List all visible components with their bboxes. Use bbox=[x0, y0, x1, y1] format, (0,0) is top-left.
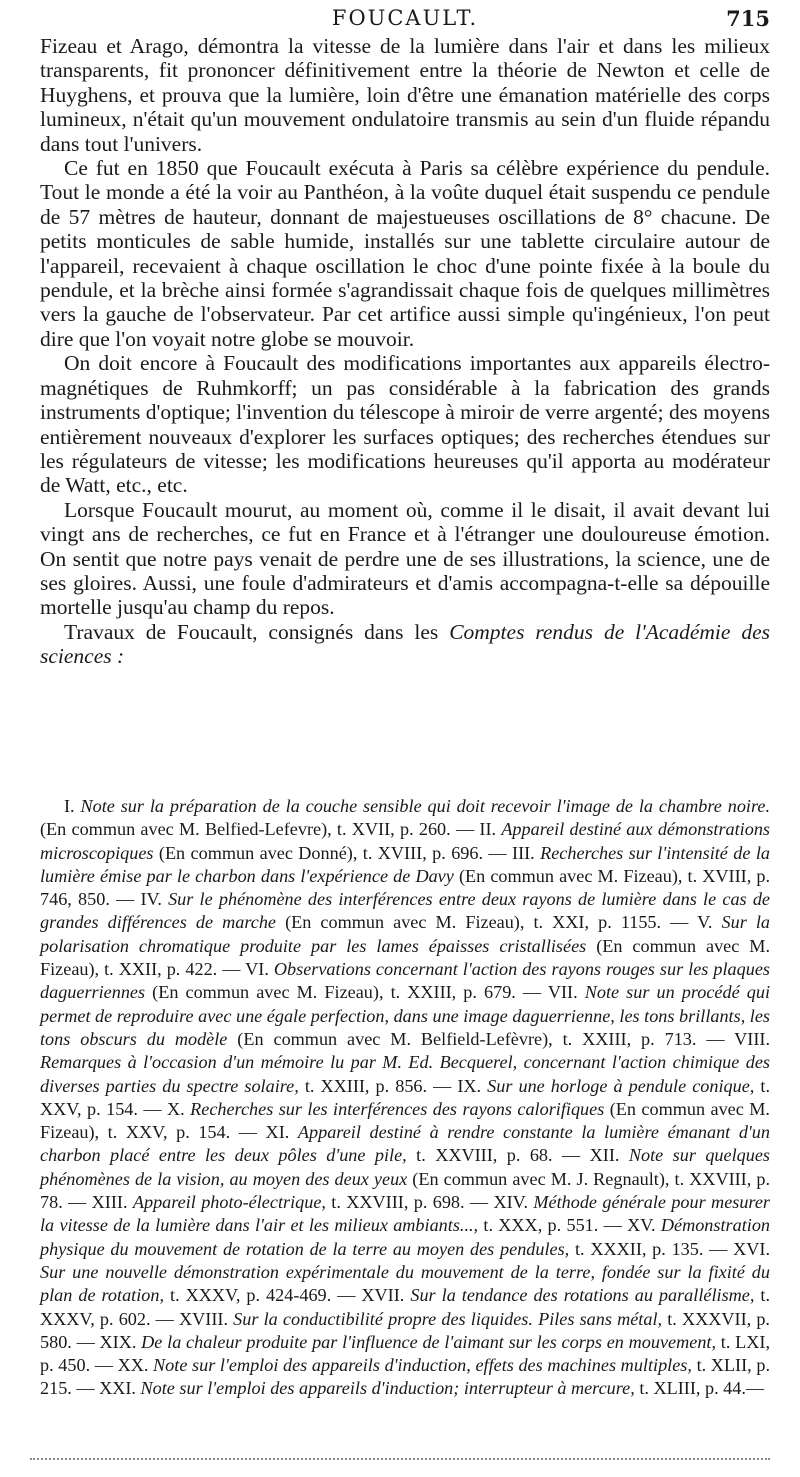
paragraph-pendulum: Ce fut en 1850 que Foucault exécuta à Paris sa célèbre expérience du pendule. Tout le monde a été la voir au Panthéon, à la voûte duquel était suspendu ce pendule de 57 mètres de hauteur, donnant de majestueuses oscillations de 8° chacune. De petits monticules de sable humide, installés sur une tablette circulaire autour de l'appareil, recevaient à chaque oscillation le choc d'une pointe fixée à la boule du pendule, et la brèche ainsi formée s'agrandissait chaque fois de quelques millimètres vers la gauche de l'observateur. Par cet artifice aussi simple qu'ingénieux, l'on peut dire que l'on voyait notre globe se mouvoir. bbox=[40, 156, 770, 351]
page-number: 715 bbox=[726, 6, 770, 31]
works-list bbox=[40, 795, 770, 1401]
main-text bbox=[40, 34, 770, 669]
paragraph-fizeau-arago: Fizeau et Arago, démontra la vitesse de la lumière dans l'air et dans les milieux transparents, fit prononcer définitivement entre la théorie de Newton et celle de Huyghens, et prouva que la lumière, loin d'être une émanation matérielle des corps lumineux, n'était qu'un mouvement ondulatoire transmis au sein d'un fluide répandu dans tout l'univers. bbox=[40, 34, 770, 156]
bottom-dotted-rule bbox=[30, 1458, 770, 1460]
works-list-paragraph: I. Note sur la préparation de la couche sensible qui doit recevoir l'image de la chambre noire. (En commun avec M. Belfied-Lefevre), t. XVII, p. 260. — II. Appareil destiné aux démonstrations microscopiques (En commun avec Donné), t. XVIII, p. 696. — III. Recherches sur l'intensité de la lumière émise par le charbon dans l'expérience de Davy (En commun avec M. Fizeau), t. XVIII, p. 746, 850. — IV. Sur le phénomène des interférences entre deux rayons de lumière dans le cas de grandes différences de marche (En commun avec M. Fizeau), t. XXI, p. 1155. — V. Sur la polarisation chromatique produite par les lames épaisses cristallisées (En commun avec M. Fizeau), t. XXII, p. 422. — VI. Observations concernant l'action des rayons rouges sur les plaques daguerriennes (En commun avec M. Fizeau), t. XXIII, p. 679. — VII. Note sur un procédé qui permet de reproduire avec une égale perfection, dans une image daguerrienne, les tons brillants, les tons obscurs du modèle (En commun avec M. Belfield-Lefèvre), t. XXIII, p. 713. — VIII. Remarques à l'occasion d'un mémoire lu par M. Ed. Becquerel, concernant l'action chimique des diverses parties du spectre solaire, t. XXIII, p. 856. — IX. Sur une horloge à pendule conique, t. XXV, p. 154. — X. Recherches sur les interférences des rayons calorifiques (En commun avec M. Fizeau), t. XXV, p. 154. — XI. Appareil destiné à rendre constante la lumière émanant d'un charbon placé entre les deux pôles d'une pile, t. XXVIII, p. 68. — XII. Note sur quelques phénomènes de la vision, au moyen des deux yeux (En commun avec M. J. Regnault), t. XXVIII, p. 78. — XIII. Appareil photo-électrique, t. XXVIII, p. 698. — XIV. Méthode générale pour mesurer la vitesse de la lumière dans l'air et les milieux ambiants..., t. XXX, p. 551. — XV. Démonstration physique du mouvement de rotation de la terre au moyen des pendules, t. XXXII, p. 135. — XVI. Sur une nouvelle démonstration expérimentale du mouvement de la terre, fondée sur la fixité du plan de rotation, t. XXXV, p. 424-469. — XVII. Sur la tendance des rotations au parallélisme, t. XXXV, p. 602. — XVIII. Sur la conductibilité propre des liquides. Piles sans métal, t. XXXVII, p. 580. — XIX. De la chaleur produite par l'influence de l'aimant sur les corps en mouvement, t. LXI, p. 450. — XX. Note sur l'emploi des appareils d'induction, effets des machines multiples, t. XLII, p. 215. — XXI. Note sur l'emploi des appareils d'induction; interrupteur à mercure, t. XLIII, p. 44.— bbox=[40, 796, 771, 1399]
paragraph-death: Lorsque Foucault mourut, au moment où, comme il le disait, il avait devant lui vingt ans de recherches, ce fut en France et à l'étranger une douloureuse émotion. On sentit que notre pays venait de perdre une de ses illustrations, la science, une de ses gloires. Aussi, une foule d'admirateurs et d'amis accompagna-t-elle sa dépouille mortelle jusqu'au champ du repos. bbox=[40, 497, 770, 620]
paragraph-other-works: On doit encore à Foucault des modifications importantes aux appareils électro-magnétiques de Ruhmkorff; un pas considérable à la fabrication des grands instruments d'optique; l'invention du télescope à miroir de verre argenté; des moyens entièrement nouveaux d'explorer les surfaces optiques; des recherches étendues sur les régulateurs de vitesse; les modifications heureuses qu'il apporta au modérateur de Watt, etc., etc. bbox=[40, 351, 770, 498]
running-title: FOUCAULT. bbox=[331, 6, 479, 30]
paragraph-works-intro: Travaux de Foucault, consignés dans les Comptes rendus de l'Académie des sciences : bbox=[40, 619, 770, 669]
